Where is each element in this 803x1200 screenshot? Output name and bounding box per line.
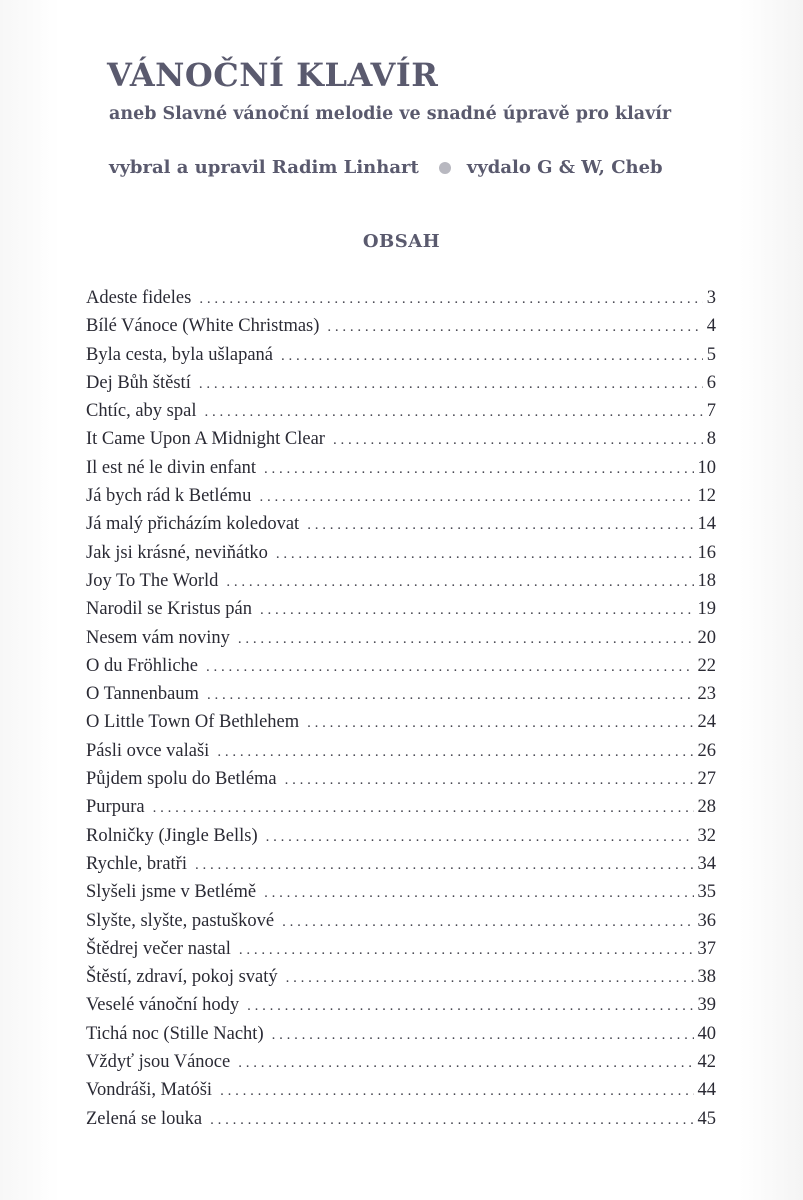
toc-dot-leader	[153, 800, 694, 817]
toc-dot-leader	[281, 348, 703, 365]
toc-entry-title: Vždyť jsou Vánoce	[86, 1052, 231, 1073]
toc-dot-leader	[260, 602, 694, 619]
toc-entry-page: 24	[697, 712, 716, 733]
toc-entry-title: Tichá noc (Stille Nacht)	[86, 1023, 264, 1044]
toc-entry	[86, 514, 716, 542]
toc-entry-title: O Little Town Of Bethlehem	[86, 712, 300, 733]
toc-entry-page: 32	[697, 825, 716, 846]
toc-entry-page: 19	[697, 599, 716, 620]
bullet-dot-icon	[439, 162, 451, 174]
toc-entry-page: 35	[697, 882, 716, 903]
toc-entry-page: 8	[706, 429, 716, 450]
toc-entry-page: 16	[697, 542, 716, 563]
toc-entry-title: Byla cesta, byla ušlapaná	[86, 344, 273, 365]
book-title: VÁNOČNÍ KLAVÍR	[107, 56, 439, 94]
toc-entry-page: 4	[706, 316, 716, 337]
toc-entry-page: 28	[697, 797, 716, 818]
toc-entry-title: Pásli ovce valaši	[86, 740, 210, 761]
toc-entry	[86, 401, 716, 429]
toc-dot-leader	[264, 461, 693, 478]
toc-entry-title: Zelená se louka	[86, 1108, 203, 1129]
toc-dot-leader	[199, 291, 702, 308]
toc-dot-leader	[226, 574, 693, 591]
toc-entry-page: 38	[697, 967, 716, 988]
toc-entry-page: 14	[697, 514, 716, 535]
toc-entry	[86, 967, 716, 995]
toc-entry-page: 5	[706, 344, 716, 365]
toc-dot-leader	[207, 687, 694, 704]
toc-dot-leader	[276, 546, 694, 563]
toc-entry-page: 6	[706, 372, 716, 393]
toc-entry-title: Štědrej večer nastal	[86, 938, 231, 959]
toc-dot-leader	[307, 715, 693, 732]
toc-entry-title: Il est né le divin enfant	[86, 457, 257, 478]
toc-entry	[86, 911, 716, 939]
toc-entry	[86, 1052, 716, 1080]
toc-entry	[86, 599, 716, 627]
toc-entry	[86, 373, 716, 401]
toc-dot-leader	[195, 857, 694, 874]
toc-entry-page: 12	[697, 486, 716, 507]
toc-entry	[86, 288, 716, 316]
toc-entry-title: Vondráši, Matóši	[86, 1080, 213, 1101]
toc-entry	[86, 458, 716, 486]
toc-entry-page: 40	[697, 1023, 716, 1044]
toc-entry-title: Já malý přicházím koledovat	[86, 514, 300, 535]
toc-dot-leader	[238, 1055, 693, 1072]
toc-entry-page: 37	[697, 938, 716, 959]
toc-entry-title: Půjdem spolu do Betléma	[86, 769, 277, 790]
toc-dot-leader	[238, 631, 694, 648]
toc-entry	[86, 543, 716, 571]
contents-heading: OBSAH	[362, 231, 441, 252]
toc-entry-page: 39	[697, 995, 716, 1016]
toc-entry-title: Jak jsi krásné, neviňátko	[86, 542, 268, 563]
toc-entry	[86, 995, 716, 1023]
toc-entry	[86, 628, 716, 656]
toc-entry-page: 45	[697, 1108, 716, 1129]
toc-dot-leader	[206, 659, 693, 676]
toc-dot-leader	[272, 1027, 694, 1044]
toc-entry-page: 10	[697, 457, 716, 478]
toc-entry	[86, 486, 716, 514]
toc-entry-page: 23	[697, 684, 716, 705]
toc-entry-page: 22	[697, 655, 716, 676]
toc-entry	[86, 712, 716, 740]
toc-entry-page: 20	[697, 627, 716, 648]
toc-entry-page: 36	[697, 910, 716, 931]
toc-dot-leader	[220, 1083, 693, 1100]
toc-entry-title: It Came Upon A Midnight Clear	[86, 429, 325, 450]
toc-entry	[86, 1024, 716, 1052]
toc-dot-leader	[333, 432, 703, 449]
toc-dot-leader	[247, 998, 693, 1015]
toc-entry-title: Adeste fideles	[86, 288, 192, 308]
toc-entry	[86, 826, 716, 854]
toc-entry-page: 26	[697, 740, 716, 761]
toc-entry-title: Narodil se Kristus pán	[86, 599, 252, 620]
toc-entry-page: 34	[697, 853, 716, 874]
toc-entry-page: 18	[697, 570, 716, 591]
toc-entry-title: Slyšte, slyšte, pastuškové	[86, 910, 275, 931]
toc-entry-title: Slyšeli jsme v Betlémě	[86, 882, 257, 903]
toc-entry	[86, 882, 716, 910]
toc-entry	[86, 429, 716, 457]
toc-entry-title: Bílé Vánoce (White Christmas)	[86, 316, 320, 337]
toc-entry-title: O du Fröhliche	[86, 655, 199, 676]
toc-entry-title: Purpura	[86, 797, 145, 818]
toc-entry	[86, 1080, 716, 1108]
toc-entry-page: 7	[706, 401, 716, 422]
toc-dot-leader	[285, 772, 694, 789]
toc-entry	[86, 316, 716, 344]
toc-entry	[86, 656, 716, 684]
toc-entry	[86, 797, 716, 825]
toc-entry	[86, 854, 716, 882]
toc-entry-title: Chtíc, aby spal	[86, 401, 197, 422]
toc-dot-leader	[282, 914, 693, 931]
toc-dot-leader	[307, 517, 693, 534]
toc-dot-leader	[286, 970, 694, 987]
publisher-credit: vydalo G & W, Cheb	[466, 157, 663, 178]
toc-dot-leader	[204, 404, 702, 421]
toc-entry	[86, 684, 716, 712]
arranger-credit: vybral a upravil Radim Linhart	[109, 157, 419, 178]
toc-dot-leader	[239, 942, 694, 959]
toc-entry-title: Já bych rád k Betlému	[86, 486, 252, 507]
toc-dot-leader	[264, 885, 693, 902]
toc-dot-leader	[210, 1112, 693, 1129]
toc-entry	[86, 939, 716, 967]
table-of-contents	[86, 288, 716, 1137]
toc-dot-leader	[266, 829, 694, 846]
toc-entry	[86, 1109, 716, 1137]
toc-entry-title: Štěstí, zdraví, pokoj svatý	[86, 967, 278, 988]
toc-entry	[86, 769, 716, 797]
toc-entry	[86, 741, 716, 769]
toc-entry	[86, 345, 716, 373]
toc-entry-title: Veselé vánoční hody	[86, 995, 240, 1016]
toc-entry-title: Nesem vám noviny	[86, 627, 230, 648]
toc-entry-page: 42	[697, 1052, 716, 1073]
toc-entry	[86, 571, 716, 599]
toc-entry-title: Rychle, bratři	[86, 853, 187, 874]
toc-entry-page: 3	[706, 288, 716, 308]
toc-entry-title: Joy To The World	[86, 570, 219, 591]
toc-dot-leader	[327, 319, 702, 336]
toc-entry-title: Rolničky (Jingle Bells)	[86, 825, 258, 846]
credits-line	[109, 157, 663, 178]
toc-entry-page: 44	[697, 1080, 716, 1101]
toc-dot-leader	[199, 376, 703, 393]
toc-entry-title: O Tannenbaum	[86, 684, 199, 705]
book-subtitle: aneb Slavné vánoční melodie ve snadné úpravě pro klavír	[109, 104, 672, 124]
toc-dot-leader	[259, 489, 693, 506]
toc-entry-page: 27	[697, 769, 716, 790]
toc-dot-leader	[217, 744, 693, 761]
toc-entry-title: Dej Bůh štěstí	[86, 372, 191, 393]
